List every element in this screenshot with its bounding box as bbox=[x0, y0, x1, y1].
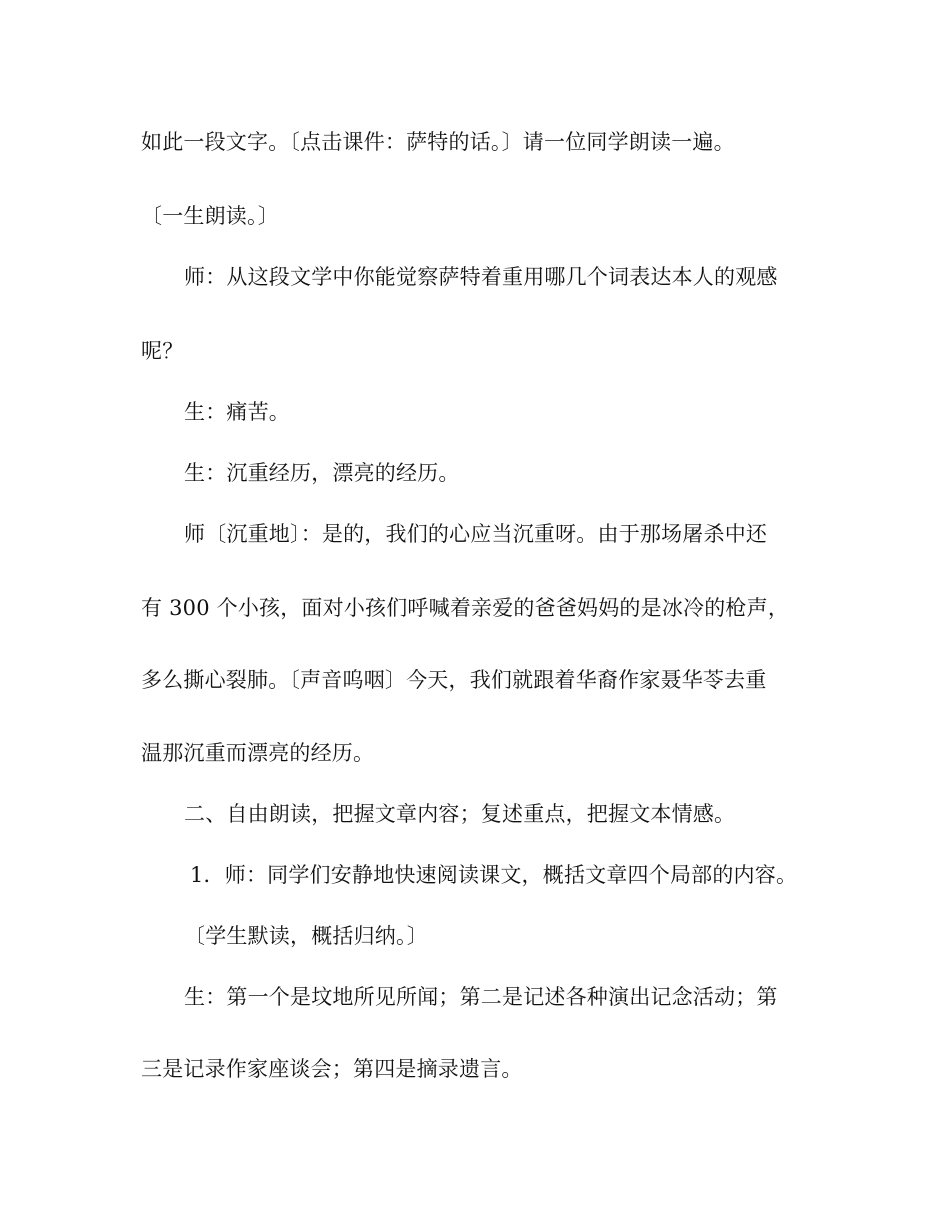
text-line: 如此一段文字。〔点击课件：萨特的话。〕请一位同学朗读一遍。 bbox=[141, 130, 735, 154]
text-line: 生：第一个是坟地所见所闻；第二是记述各种演出记念活动；第 bbox=[184, 985, 778, 1009]
text-line: 〔一生朗读。〕 bbox=[141, 204, 279, 228]
text-line: 生：沉重经历，漂亮的经历。 bbox=[184, 461, 460, 485]
text-line: 多么撕心裂肺。〔声音呜咽〕今天，我们就跟着华裔作家聂华苓去重 bbox=[141, 668, 767, 692]
text-line: 有 300 个小孩，面对小孩们呼喊着亲爱的爸爸妈妈的是冰冷的枪声， bbox=[141, 596, 790, 620]
text-line: 师：从这段文学中你能觉察萨特着重用哪几个词表达本人的观感 bbox=[184, 265, 778, 289]
text-line: 生：痛苦。 bbox=[184, 400, 290, 424]
numbered-item: 1．师：同学们安静地快速阅读课文，概括文章四个局部的内容。 bbox=[190, 863, 798, 887]
text-line: 三是记录作家座谈会；第四是摘录遗言。 bbox=[141, 1057, 523, 1081]
text-line: 温那沉重而漂亮的经历。 bbox=[141, 741, 375, 765]
section-heading: 二、自由朗读，把握文章内容；复述重点，把握文本情感。 bbox=[184, 802, 736, 826]
text-line: 〔学生默读，概括归纳。〕 bbox=[184, 924, 428, 948]
text-line: 呢？ bbox=[141, 339, 184, 363]
text-line: 师〔沉重地〕：是的，我们的心应当沉重呀。由于那场屠杀中还 bbox=[184, 522, 768, 546]
